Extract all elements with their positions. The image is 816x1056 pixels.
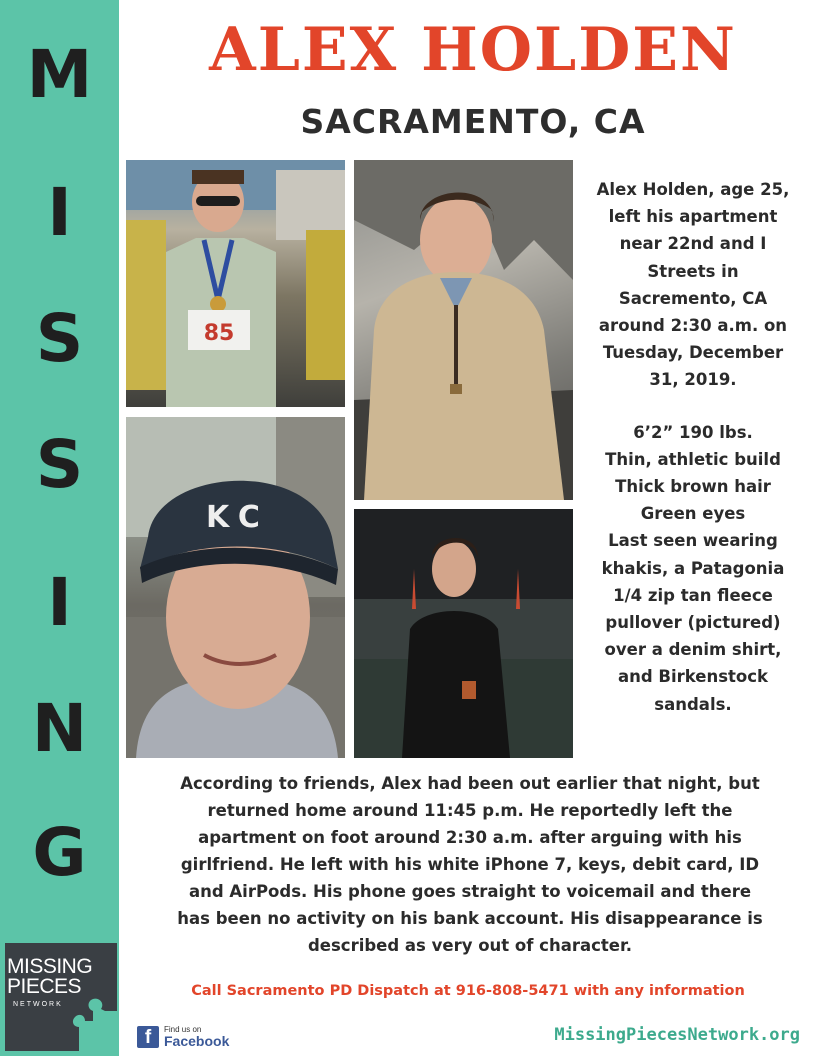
logo-line: PIECES (7, 975, 82, 998)
sidebar-letter: S (35, 300, 84, 377)
description-line: over a denim shirt, (604, 640, 782, 660)
info-line: near 22nd and I (619, 234, 767, 254)
description-line: Last seen wearing (608, 531, 778, 551)
narrative-line: girlfriend. He left with his white iPhone 7, keys, debit card, ID (180, 855, 760, 874)
narrative-line: has been no activity on his bank account. His disappearance is (177, 909, 763, 928)
logo-subline: NETWORK (13, 1001, 63, 1008)
description-line: sandals. (654, 694, 732, 714)
info-line: Sacremento, CA (618, 288, 768, 308)
kc-cap-selfie-photo[interactable] (126, 417, 345, 758)
logo-line: MISSING (7, 955, 93, 978)
description-line: and Birkenstock (617, 667, 769, 687)
facebook-icon: f (137, 1026, 159, 1048)
physical-description (582, 176, 804, 718)
sidebar-letter: I (47, 174, 72, 251)
description-line: Green eyes (640, 504, 746, 524)
sidebar-letter: N (31, 690, 88, 767)
facebook-label: Facebook (164, 1033, 230, 1049)
marathon-bib-number: 85 (203, 321, 235, 346)
puzzle-piece-icon (65, 997, 117, 1051)
narrative-line: According to friends, Alex had been out earlier that night, but (180, 774, 760, 793)
description-line: Thick brown hair (615, 477, 771, 497)
info-spacer (582, 394, 804, 419)
info-line: left his apartment (608, 207, 778, 227)
description-line: 1/4 zip tan fleece (613, 585, 773, 605)
sidebar-letter: M (26, 36, 93, 113)
marathon-photo-art (126, 160, 345, 407)
sidebar-letter: I (47, 564, 72, 641)
fleece-pullover-photo[interactable] (354, 160, 573, 500)
narrative-line: described as very out of character. (307, 936, 633, 955)
cap-logo: KC (206, 500, 270, 535)
description-line: Thin, athletic build (605, 449, 781, 469)
missing-pieces-logo[interactable] (0, 937, 119, 1056)
info-line: 31, 2019. (649, 370, 737, 390)
stadium-photo-art (354, 509, 573, 758)
info-line: Tuesday, December (602, 343, 784, 363)
description-line: pullover (pictured) (605, 613, 781, 633)
police-dispatch-call-to-action[interactable]: Call Sacramento PD Dispatch at 916-808-5471 with any information (191, 983, 745, 999)
sidebar-letter: S (35, 426, 84, 503)
marathon-photo[interactable] (126, 160, 345, 407)
missing-sidebar (0, 0, 119, 1056)
sidebar-letter: G (32, 814, 87, 891)
info-line: Alex Holden, age 25, (596, 180, 790, 199)
website-link[interactable]: MissingPiecesNetwork.org (554, 1025, 800, 1045)
location-title: SACRAMENTO, CA (300, 102, 646, 141)
info-line: around 2:30 a.m. on (598, 316, 788, 336)
description-line: khakis, a Patagonia (601, 558, 785, 578)
missing-person-name: ALEX HOLDEN (209, 15, 737, 85)
selfie-photo-art (126, 417, 345, 758)
narrative-line: apartment on foot around 2:30 a.m. after arguing with his (198, 828, 742, 847)
facebook-badge[interactable] (137, 1024, 229, 1050)
narrative-line: returned home around 11:45 p.m. He reportedly left the (207, 801, 733, 820)
fleece-photo-art (354, 160, 573, 500)
description-line: 6’2” 190 lbs. (633, 422, 753, 442)
facebook-find-us-label: Find us on (164, 1025, 202, 1034)
facebook-badge-text (164, 1026, 229, 1048)
info-line: Streets in (647, 261, 739, 281)
stadium-night-photo[interactable] (354, 509, 573, 758)
narrative-line: and AirPods. His phone goes straight to voicemail and there (188, 882, 752, 901)
case-narrative (134, 770, 806, 959)
logo-panel (5, 943, 117, 1051)
